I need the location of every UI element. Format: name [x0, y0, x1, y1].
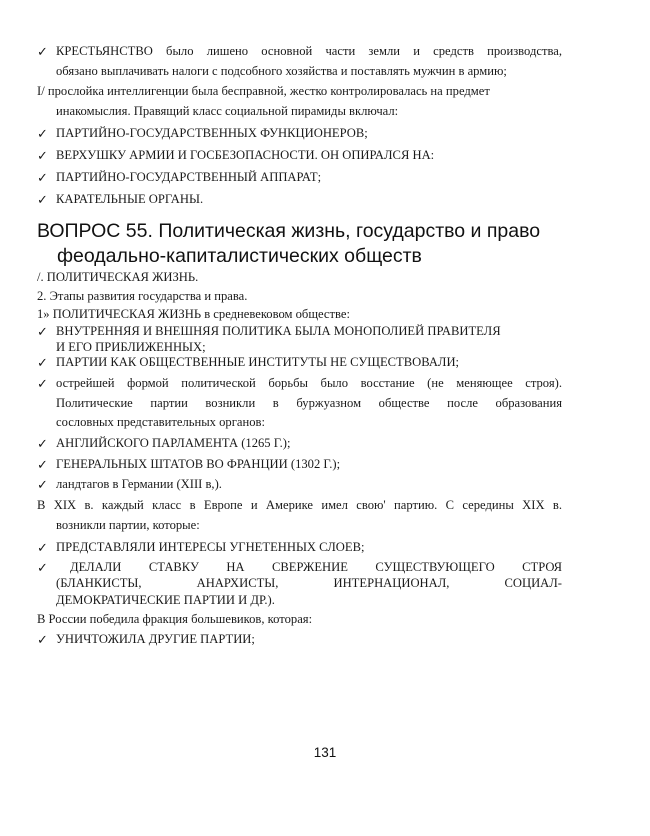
check-icon: ✓ [37, 170, 48, 185]
list-item: ПАРТИЙНО-ГОСУДАРСТВЕННЫХ ФУНКЦИОНЕРОВ; [56, 126, 368, 140]
text-line: инакомыслия. Правящий класс социальной пирамиды включал: [56, 104, 399, 118]
check-icon: ✓ [37, 192, 48, 207]
check-icon: ✓ [37, 355, 48, 370]
check-icon: ✓ [37, 376, 48, 391]
text-line: И ЕГО ПРИБЛИЖЕННЫХ; [56, 340, 206, 354]
list-item: ВНУТРЕННЯЯ И ВНЕШНЯЯ ПОЛИТИКА БЫЛА МОНОПОЛИЕЙ ПРАВИТЕЛЯ [56, 324, 501, 338]
list-item: острейшей формой политической борьбы было восстание (не меняющее строя). [56, 376, 562, 390]
text-line: (БЛАНКИСТЫ, АНАРХИСТЫ, ИНТЕРНАЦИОНАЛ, СОЦИАЛ- [56, 576, 562, 590]
list-item: КАРАТЕЛЬНЫЕ ОРГАНЫ. [56, 192, 204, 206]
check-icon: ✓ [37, 436, 48, 451]
text-line: сословных представительных органов: [56, 415, 265, 429]
list-item: ПРЕДСТАВЛЯЛИ ИНТЕРЕСЫ УГНЕТЕННЫХ СЛОЕВ; [56, 540, 365, 554]
list-item: ПАРТИИ КАК ОБЩЕСТВЕННЫЕ ИНСТИТУТЫ НЕ СУЩЕСТВОВАЛИ; [56, 355, 460, 369]
list-item: ДЕЛАЛИ СТАВКУ НА СВЕРЖЕНИЕ СУЩЕСТВУЮЩЕГО СТРОЯ [70, 560, 562, 574]
text-line: /. ПОЛИТИЧЕСКАЯ ЖИЗНЬ. [37, 270, 199, 284]
check-icon: ✓ [37, 632, 48, 647]
text-line: обязано выплачивать налоги с подсобного хозяйства и поставлять мужчин в армию; [56, 64, 507, 78]
text-line: I/ прослойка интеллигенции была бесправной, жестко контролировалась на предмет [37, 84, 490, 98]
text-line: 2. Этапы развития государства и права. [37, 289, 248, 303]
text-line: В России победила фракция большевиков, которая: [37, 612, 313, 626]
check-icon: ✓ [37, 477, 48, 492]
check-icon: ✓ [37, 560, 48, 575]
text-line: возникли партии, которые: [56, 518, 200, 532]
check-icon: ✓ [37, 44, 48, 59]
check-icon: ✓ [37, 324, 48, 339]
list-item: ГЕНЕРАЛЬНЫХ ШТАТОВ ВО ФРАНЦИИ (1302 Г.); [56, 457, 341, 471]
text-line: КРЕСТЬЯНСТВО было лишено основной части земли и средств производства, [56, 44, 562, 58]
text-line: В XIX в. каждый класс в Европе и Америке имел свою' партию. С середины XIX в. [37, 498, 562, 512]
list-item: ландтагов в Германии (XIII в,). [56, 477, 222, 491]
page-number: 131 [313, 745, 337, 760]
question-heading: ВОПРОС 55. Политическая жизнь, государство и право [37, 220, 541, 242]
text-line: Политические партии возникли в буржуазном обществе после образования [56, 396, 562, 410]
list-item: ВЕРХУШКУ АРМИИ И ГОСБЕЗОПАСНОСТИ. ОН ОПИРАЛСЯ НА: [56, 148, 435, 162]
check-icon: ✓ [37, 126, 48, 141]
check-icon: ✓ [37, 457, 48, 472]
text-line: ДЕМОКРАТИЧЕСКИЕ ПАРТИИ И ДР.). [56, 593, 275, 607]
question-heading-continued: феодально-капиталистических обществ [57, 245, 422, 267]
list-item: ПАРТИЙНО-ГОСУДАРСТВЕННЫЙ АППАРАТ; [56, 170, 322, 184]
text-line: 1» ПОЛИТИЧЕСКАЯ ЖИЗНЬ в средневековом обществе: [37, 307, 350, 321]
check-icon: ✓ [37, 148, 48, 163]
list-item: АНГЛИЙСКОГО ПАРЛАМЕНТА (1265 Г.); [56, 436, 291, 450]
check-icon: ✓ [37, 540, 48, 555]
list-item: УНИЧТОЖИЛА ДРУГИЕ ПАРТИИ; [56, 632, 255, 646]
